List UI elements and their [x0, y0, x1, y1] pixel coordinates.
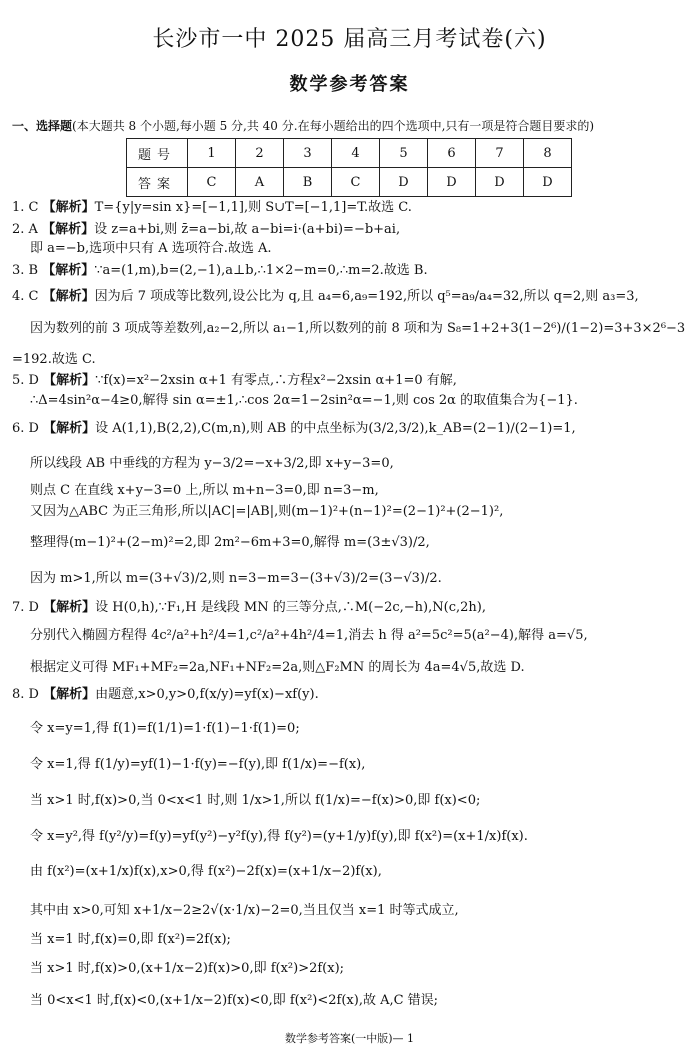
solution-line [30, 902, 693, 920]
solution-line [30, 960, 693, 978]
answer-table-label: 答案 [127, 168, 188, 197]
solution-text: 令 x=1,得 f(1/y)=yf(1)−1·f(y)=−f(y),即 f(1/x)=−f(x), [30, 757, 366, 772]
solution-line [30, 455, 693, 473]
solution-text: 令 x=y=1,得 f(1)=f(1/1)=1·f(1)−1·f(1)=0; [30, 721, 300, 736]
analysis-tag: 【解析】 [42, 200, 95, 215]
answer-table-number: 8 [524, 139, 572, 168]
solution-line [30, 392, 693, 410]
solution-text: ∴Δ=4sin²α−4≥0,解得 sin α=±1,∴cos 2α=1−2sin²α=−1,则 cos 2α 的取值集合为{−1}. [30, 393, 578, 408]
analysis-tag: 【解析】 [42, 263, 95, 278]
solution-line [30, 720, 693, 738]
solution-text: 因为后 7 项成等比数列,设公比为 q,且 a₄=6,a₉=192,所以 q⁵=a₉/a₄=32,所以 q=2,则 a₃=3, [94, 289, 639, 304]
answer-table-number: 1 [188, 139, 236, 168]
analysis-tag: 【解析】 [43, 687, 96, 702]
solution-line [30, 863, 693, 881]
solution-line [30, 570, 693, 588]
answer-table-answer: D [428, 168, 476, 197]
solution-line [30, 627, 693, 645]
solution-line [12, 372, 693, 390]
solution-line [30, 320, 693, 338]
solution-line [12, 351, 693, 369]
solution-line [30, 534, 693, 552]
question-id: 2. A [12, 222, 38, 237]
question-id: 8. D [12, 687, 39, 702]
analysis-tag: 【解析】 [42, 289, 95, 304]
answer-table-number: 7 [476, 139, 524, 168]
solution-line [30, 503, 693, 521]
solution-text: 又因为△ABC 为正三角形,所以|AC|=|AB|,则(m−1)²+(n−1)²=(2−1)²+(2−1)², [30, 504, 504, 519]
answer-table-answer: C [188, 168, 236, 197]
solution-text: 根据定义可得 MF₁+MF₂=2a,NF₁+NF₂=2a,则△F₂MN 的周长为 4a=4√5,故选 D. [30, 660, 525, 675]
solution-line [30, 756, 693, 774]
answer-table-number: 5 [380, 139, 428, 168]
answer-table-answer: D [380, 168, 428, 197]
answer-table-number: 4 [332, 139, 380, 168]
answer-table [126, 138, 572, 197]
solution-text: 由题意,x>0,y>0,f(x/y)=yf(x)−xf(y). [95, 687, 319, 702]
solution-line [12, 199, 693, 217]
solution-text: 由 f(x²)=(x+1/x)f(x),x>0,得 f(x²)−2f(x)=(x+1/x−2)f(x), [30, 864, 382, 879]
page-subtitle: 数学参考答案 [289, 74, 410, 95]
answer-table-answer-row [127, 168, 572, 197]
solution-text: 分别代入椭圆方程得 4c²/a²+h²/4=1,c²/a²+4h²/4=1,消去 h 得 a²=5c²=5(a²−4),解得 a=√5, [30, 628, 588, 643]
solution-text: T={y|y=sin x}=[−1,1],则 S∪T=[−1,1]=T.故选 C. [94, 200, 412, 215]
solution-line [12, 686, 693, 704]
solution-line [30, 931, 693, 949]
solution-text: 当 x>1 时,f(x)>0,(x+1/x−2)f(x)>0,即 f(x²)>2f(x); [30, 961, 345, 976]
solution-line [30, 659, 693, 677]
solution-line [30, 240, 693, 258]
solution-line [12, 420, 693, 438]
section-note: (本大题共 8 个小题,每小题 5 分,共 40 分.在每小题给出的四个选项中,只有一项是符合题目要求的) [72, 119, 595, 133]
answer-table-answer: D [476, 168, 524, 197]
section-heading [12, 117, 691, 134]
solution-line [12, 262, 693, 280]
answer-table-label: 题号 [127, 139, 188, 168]
question-id: 7. D [12, 600, 39, 615]
solution-text: ∵f(x)=x²−2xsin α+1 有零点,∴方程x²−2xsin α+1=0 有解, [95, 373, 457, 388]
solution-text: =192.故选 C. [12, 352, 96, 367]
solution-text: 设 A(1,1),B(2,2),C(m,n),则 AB 的中点坐标为(3/2,3/2),k_AB=(2−1)/(2−1)=1, [95, 421, 576, 436]
solution-line [12, 288, 693, 306]
solution-line [12, 221, 693, 239]
solution-text: 因为 m>1,所以 m=(3+√3)/2,则 n=3−m=3−(3+√3)/2=(3−√3)/2. [30, 571, 442, 586]
question-id: 5. D [12, 373, 39, 388]
answer-table-number: 2 [236, 139, 284, 168]
solution-line [12, 599, 693, 617]
question-id: 1. C [12, 200, 39, 215]
analysis-tag: 【解析】 [43, 600, 96, 615]
answer-table-answer: B [284, 168, 332, 197]
solution-text: 因为数列的前 3 项成等差数列,a₂−2,所以 a₁−1,所以数列的前 8 项和为 S₈=1+2+3(1−2⁶)/(1−2)=3+3×2⁶−3 [30, 321, 686, 336]
question-id: 3. B [12, 263, 39, 278]
answer-table-number: 3 [284, 139, 332, 168]
solution-text: 所以线段 AB 中垂线的方程为 y−3/2=−x+3/2,即 x+y−3=0, [30, 456, 394, 471]
analysis-tag: 【解析】 [43, 373, 96, 388]
solution-text: ∵a=(1,m),b=(2,−1),a⊥b,∴1×2−m=0,∴m=2.故选 B. [94, 263, 428, 278]
solution-text: 令 x=y²,得 f(y²/y)=f(y)=yf(y²)−y²f(y),得 f(y²)=(y+1/y)f(y),即 f(x²)=(x+1/x)f(x). [30, 829, 528, 844]
solution-text: 当 x=1 时,f(x)=0,即 f(x²)=2f(x); [30, 932, 231, 947]
question-id: 4. C [12, 289, 39, 304]
solution-text: 整理得(m−1)²+(2−m)²=2,即 2m²−6m+3=0,解得 m=(3±√3)/2, [30, 535, 430, 550]
solution-text: 设 H(0,h),∵F₁,H 是线段 MN 的三等分点,∴M(−2c,−h),N(c,2h), [95, 600, 486, 615]
solution-line [30, 992, 693, 1010]
page-title: 长沙市一中 2025 届高三月考试卷(六) [152, 27, 547, 52]
answer-table-answer: D [524, 168, 572, 197]
section-heading-label: 一、选择题 [12, 119, 73, 133]
solution-line [30, 828, 693, 846]
solution-line [30, 792, 693, 810]
solution-text: 当 0<x<1 时,f(x)<0,(x+1/x−2)f(x)<0,即 f(x²)<2f(x),故 A,C 错误; [30, 993, 439, 1008]
answer-table-number: 6 [428, 139, 476, 168]
solution-text: 设 z=a+bi,则 z̄=a−bi,故 a−bi=i·(a+bi)=−b+ai, [94, 222, 401, 237]
solution-text: 即 a=−b,选项中只有 A 选项符合.故选 A. [30, 241, 272, 256]
question-id: 6. D [12, 421, 39, 436]
solution-text: 当 x>1 时,f(x)>0,当 0<x<1 时,则 1/x>1,所以 f(1/x)=−f(x)>0,即 f(x)<0; [30, 793, 481, 808]
answer-table-answer: A [236, 168, 284, 197]
analysis-tag: 【解析】 [42, 222, 95, 237]
answer-table-answer: C [332, 168, 380, 197]
solution-text: 其中由 x>0,可知 x+1/x−2≥2√(x·1/x)−2=0,当且仅当 x=1 时等式成立, [30, 903, 459, 918]
answer-table-number-row [127, 139, 572, 168]
solution-text: 则点 C 在直线 x+y−3=0 上,所以 m+n−3=0,即 n=3−m, [30, 483, 379, 498]
page-footer: 数学参考答案(一中版)— 1 [284, 1032, 415, 1045]
solution-line [30, 482, 693, 500]
analysis-tag: 【解析】 [43, 421, 96, 436]
